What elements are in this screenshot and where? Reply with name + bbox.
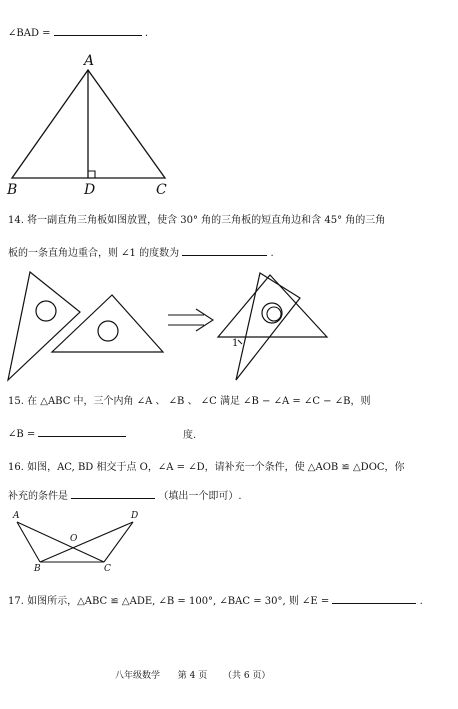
fig16-label-a: A [13,511,20,521]
label-d: D [84,182,96,198]
q17-line1 [8,592,423,607]
q13-prefix: ∠BAD = [8,28,51,39]
q17-prefix: 17. 如图所示，△ABC ≌ △ADE, ∠B = 100°, ∠BAC = 30°, 则 ∠E = [8,596,330,607]
q15-unit: 度. [183,430,197,441]
footer-page: 第 4 页 [177,671,208,681]
q17-tail: . [419,596,423,607]
label-c: C [156,182,167,198]
angle-1-label: 1 [232,338,239,349]
q15-prefix: ∠B = [8,429,36,440]
q16-line1: 16. 如图，AC, BD 相交于点 O，∠A = ∠D，请补充一个条件，使 △AOB ≌ △DOC，你 [8,462,405,473]
q16-suffix: （填出一个即可）. [158,491,242,502]
footer-total: （共 6 页） [222,671,271,681]
q17-answer-blank[interactable] [332,593,416,604]
label-b: B [7,182,18,198]
q14-line2-prefix: 板的一条直角边重合，则 ∠1 的度数为 [8,248,180,259]
q13-tail: . [144,28,149,39]
footer-grade: 八年级数学 [115,671,161,681]
fig16-label-b: B [34,564,41,574]
page-footer [115,668,270,681]
fig16-label-d: D [131,511,139,521]
label-a: A [84,53,95,69]
fig16-label-o: O [70,534,78,544]
q14-line1: 14. 将一副直角三角板如图放置，使含 30° 角的三角板的短直角边和含 45° 角的三角 [8,215,386,226]
fig16-label-c: C [104,564,111,574]
q16-prefix: 补充的条件是 [8,491,68,502]
q15-line1: 15. 在 △ABC 中，三个内角 ∠A 、 ∠B 、 ∠C 满足 ∠B − ∠A = ∠C − ∠B，则 [8,396,371,407]
q14-tail: . [270,248,274,259]
